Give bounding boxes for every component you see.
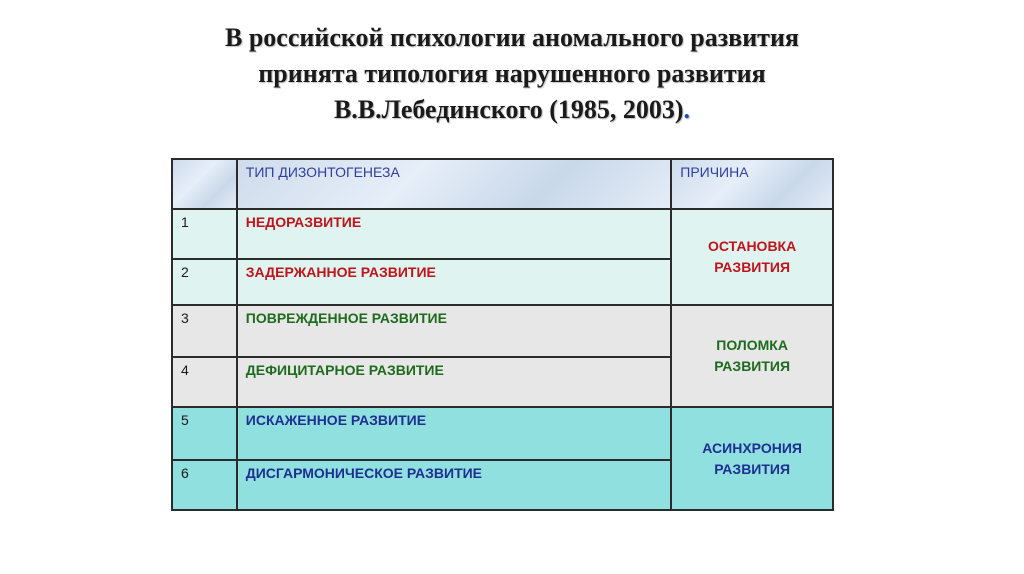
- title-line-2: принята типология нарушенного развития: [258, 59, 766, 88]
- row-type: ДЕФИЦИТАРНОЕ РАЗВИТИЕ: [237, 357, 671, 407]
- header-type-cell: ТИП ДИЗОНТОГЕНЕЗА: [237, 159, 671, 209]
- row-type: НЕДОРАЗВИТИЕ: [237, 209, 671, 259]
- row-type: ЗАДЕРЖАННОЕ РАЗВИТИЕ: [237, 259, 671, 305]
- cause-line-2: РАЗВИТИЯ: [714, 259, 791, 275]
- row-type: ПОВРЕЖДЕННОЕ РАЗВИТИЕ: [237, 305, 671, 357]
- table-header-row: [172, 159, 833, 209]
- row-number: 1: [172, 209, 237, 259]
- cause-line-1: АСИНХРОНИЯ: [702, 439, 802, 456]
- title-line-3-text: В.В.Лебединского (1985, 2003): [333, 95, 684, 124]
- cause-line-1: ОСТАНОВКА: [708, 238, 797, 254]
- row-number: 4: [172, 357, 237, 407]
- row-number: 6: [172, 460, 237, 510]
- header-num-cell: [172, 159, 237, 209]
- cause-cell-breakdown: [671, 305, 833, 407]
- row-number: 2: [172, 259, 237, 305]
- cause-cell-arrest: [671, 209, 833, 305]
- slide-title: [0, 20, 1024, 128]
- row-number: 5: [172, 407, 237, 460]
- header-cause-cell: ПРИЧИНА: [671, 159, 833, 209]
- title-line-3: [0, 92, 1024, 128]
- row-number: 3: [172, 305, 237, 357]
- cause-line-2: РАЗВИТИЯ: [714, 460, 791, 477]
- title-line-3-end: .: [683, 95, 691, 124]
- row-type: ИСКАЖЕННОЕ РАЗВИТИЕ: [237, 407, 671, 460]
- title-line-1: В российской психологии аномального развития: [225, 23, 799, 52]
- cause-line-1: ПОЛОМКА: [716, 337, 788, 353]
- table-row: [172, 209, 833, 259]
- row-type: ДИСГАРМОНИЧЕСКОЕ РАЗВИТИЕ: [237, 460, 671, 510]
- table-row: [172, 305, 833, 357]
- cause-line-2: РАЗВИТИЯ: [714, 358, 791, 374]
- cause-cell-asynchrony: [671, 407, 833, 510]
- dysontogenesis-table: [171, 158, 834, 511]
- table-row: [172, 407, 833, 460]
